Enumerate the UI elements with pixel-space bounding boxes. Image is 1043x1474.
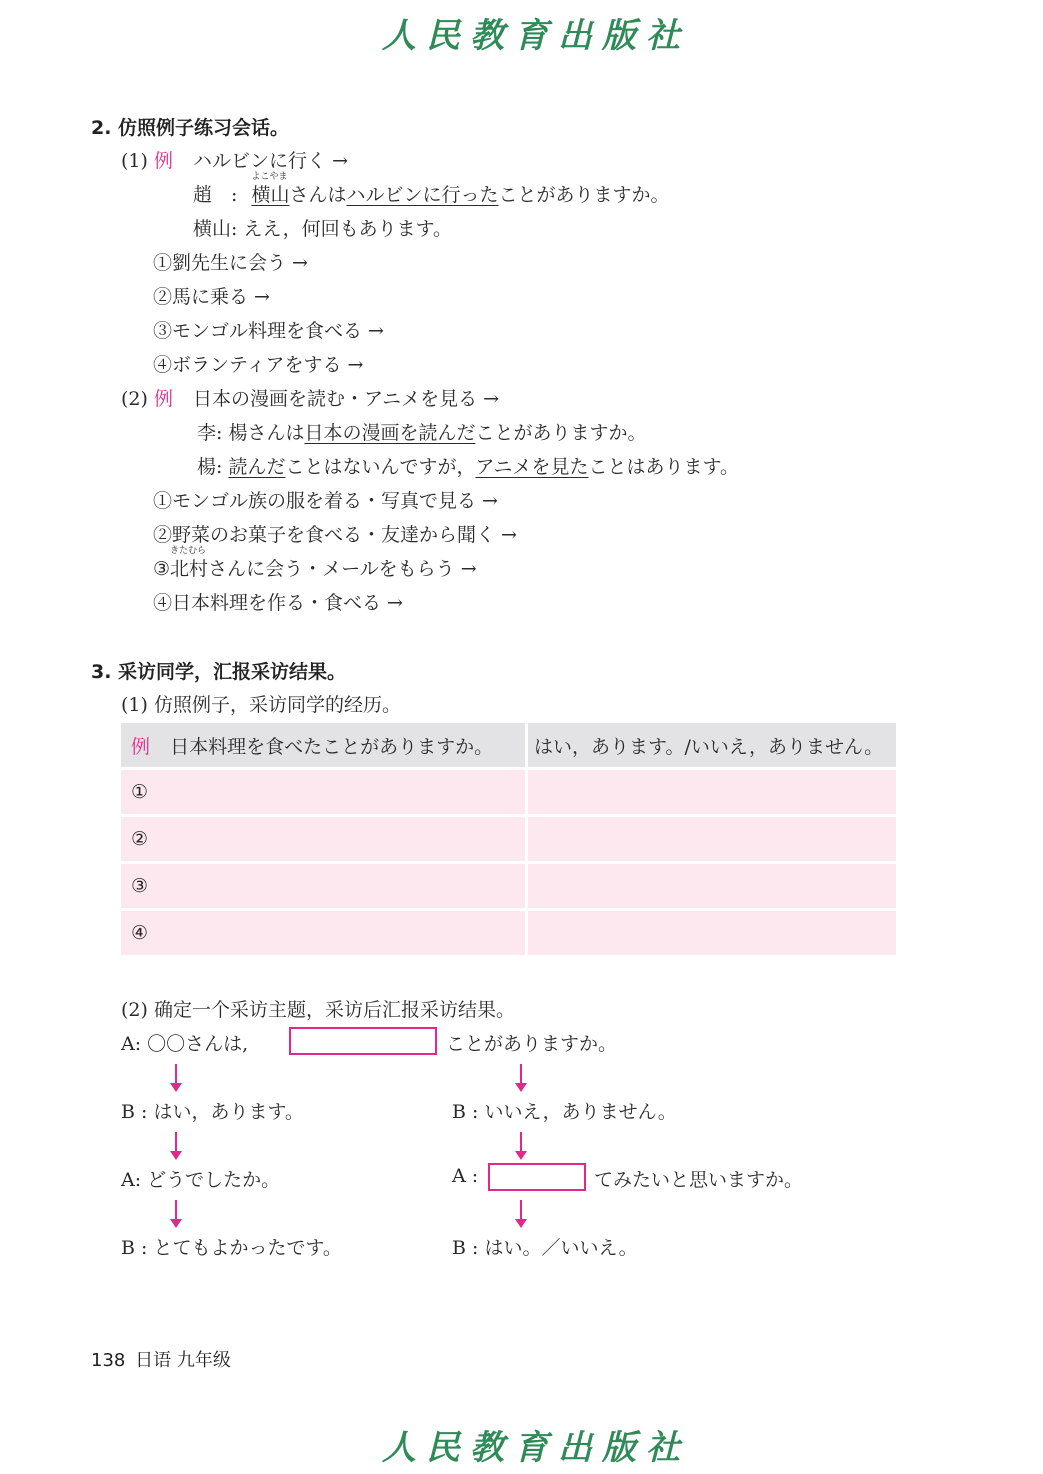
part-label: (2) (121, 388, 148, 410)
dialogue-line (193, 172, 670, 207)
table-row (121, 864, 896, 908)
table-row (121, 911, 896, 955)
item-text: さんに会う・メールをもらう → (208, 558, 477, 580)
publisher-logo-header: 人民教育出版社 (382, 16, 690, 56)
flow-arrow (175, 1132, 177, 1158)
part-1-prompt-line (121, 146, 348, 173)
flow-question-a1-end: ことがありますか。 (446, 1033, 618, 1055)
example-mark: 例 (153, 388, 173, 410)
exercise-item: ①劉先生に会う → (153, 252, 308, 274)
section-2-title: 2. 仿照例子练习会话。 (91, 117, 290, 139)
speaker-label: 趙 : (193, 184, 238, 206)
flow-arrow (520, 1064, 522, 1090)
speaker-label: 楊: (197, 456, 223, 478)
part-instruction: (1) 仿照例子，采访同学的经历。 (121, 694, 401, 716)
table-cell-answer: はい，あります。/いいえ，ありません。 (528, 723, 896, 767)
table-cell-answer[interactable] (528, 911, 896, 955)
table-cell-answer[interactable] (528, 770, 896, 814)
dialogue-text: 李: 楊さんは (197, 422, 305, 444)
publisher-logo-footer: 人民教育出版社 (382, 1428, 690, 1468)
table-cell-question[interactable] (121, 864, 528, 908)
flow-question-a2-right: A : (452, 1165, 479, 1187)
ruby-reading: よこやま (251, 172, 288, 182)
flow-question-a2-right-end: てみたいと思いますか。 (594, 1169, 804, 1191)
table-cell-question[interactable] (121, 911, 528, 955)
part-2-prompt-line (121, 384, 499, 411)
page-footer (91, 1346, 231, 1372)
dialogue-text: さんは (289, 184, 347, 206)
table-cell-question[interactable] (121, 817, 528, 861)
table-row (121, 770, 896, 814)
ruby-base: 横山 (251, 184, 290, 206)
example-question: 日本料理を食べたことがありますか。 (170, 735, 494, 758)
section-3-title: 3. 采访同学，汇报采访结果。 (91, 661, 347, 683)
table-cell-answer[interactable] (528, 817, 896, 861)
dialogue-text: ことはあります。 (588, 456, 740, 478)
flow-arrow (520, 1132, 522, 1158)
underlined-phrase: 読んだ (228, 456, 286, 478)
underlined-phrase: アニメを見た (475, 456, 589, 478)
row-number: ② (131, 828, 149, 850)
example-prompt: ハルビンに行く → (193, 150, 348, 172)
exercise-item: ①モンゴル族の服を着る・写真で見る → (153, 490, 498, 512)
ruby-base: 北村 (170, 558, 209, 580)
book-title: 日语 九年级 (135, 1350, 231, 1371)
dialogue-line (197, 452, 739, 479)
flow-arrow (520, 1200, 522, 1226)
example-prompt: 日本の漫画を読む・アニメを見る → (193, 388, 500, 410)
dialogue-text: ことはないんですが， (285, 456, 476, 478)
exercise-item: ④ボランティアをする → (153, 354, 364, 376)
dialogue-line: 横山: ええ，何回もあります。 (193, 218, 453, 240)
table-row (121, 817, 896, 861)
item-number: ③ (153, 558, 171, 580)
answer-blank-box[interactable] (488, 1163, 586, 1191)
dialogue-text: ことがありますか。 (498, 184, 670, 206)
example-mark: 例 (131, 735, 151, 758)
page-number: 138 (91, 1350, 126, 1371)
part-instruction: (2) 确定一个采访主题，采访后汇报采访结果。 (121, 999, 515, 1021)
ruby-reading: きたむら (170, 546, 207, 556)
dialogue-text: ことがありますか。 (475, 422, 647, 444)
flow-answer-no: B : いいえ，ありません。 (452, 1101, 677, 1123)
part-label: (1) (121, 150, 148, 172)
answer-blank-box[interactable] (289, 1027, 437, 1055)
table-cell-question (121, 723, 528, 767)
flow-question-a2-left: A: どうでしたか。 (121, 1169, 281, 1191)
exercise-item (153, 546, 477, 581)
exercise-item: ②馬に乗る → (153, 286, 270, 308)
flow-answer-yes: B : はい，あります。 (121, 1101, 304, 1123)
interview-table (121, 720, 896, 958)
dialogue-line (197, 418, 646, 445)
exercise-item: ③モンゴル料理を食べる → (153, 320, 384, 342)
flow-answer-final-left: B : とてもよかったです。 (121, 1237, 342, 1259)
table-cell-answer[interactable] (528, 864, 896, 908)
flow-question-a1: A: 〇〇さんは, (121, 1033, 249, 1055)
example-mark: 例 (153, 150, 173, 172)
flow-arrow (175, 1200, 177, 1226)
ruby-word (170, 546, 209, 581)
table-cell-question[interactable] (121, 770, 528, 814)
row-number: ① (131, 781, 149, 803)
table-row (121, 723, 896, 767)
exercise-item: ④日本料理を作る・食べる → (153, 592, 403, 614)
row-number: ③ (131, 875, 149, 897)
exercise-item: ②野菜のお菓子を食べる・友達から聞く → (153, 524, 517, 546)
flow-arrow (175, 1064, 177, 1090)
flow-answer-final-right: B : はい。／いいえ。 (452, 1237, 638, 1259)
underlined-phrase: 日本の漫画を読んだ (304, 422, 476, 444)
ruby-word (251, 172, 290, 207)
underlined-phrase: ハルビンに行った (346, 184, 499, 206)
row-number: ④ (131, 922, 149, 944)
